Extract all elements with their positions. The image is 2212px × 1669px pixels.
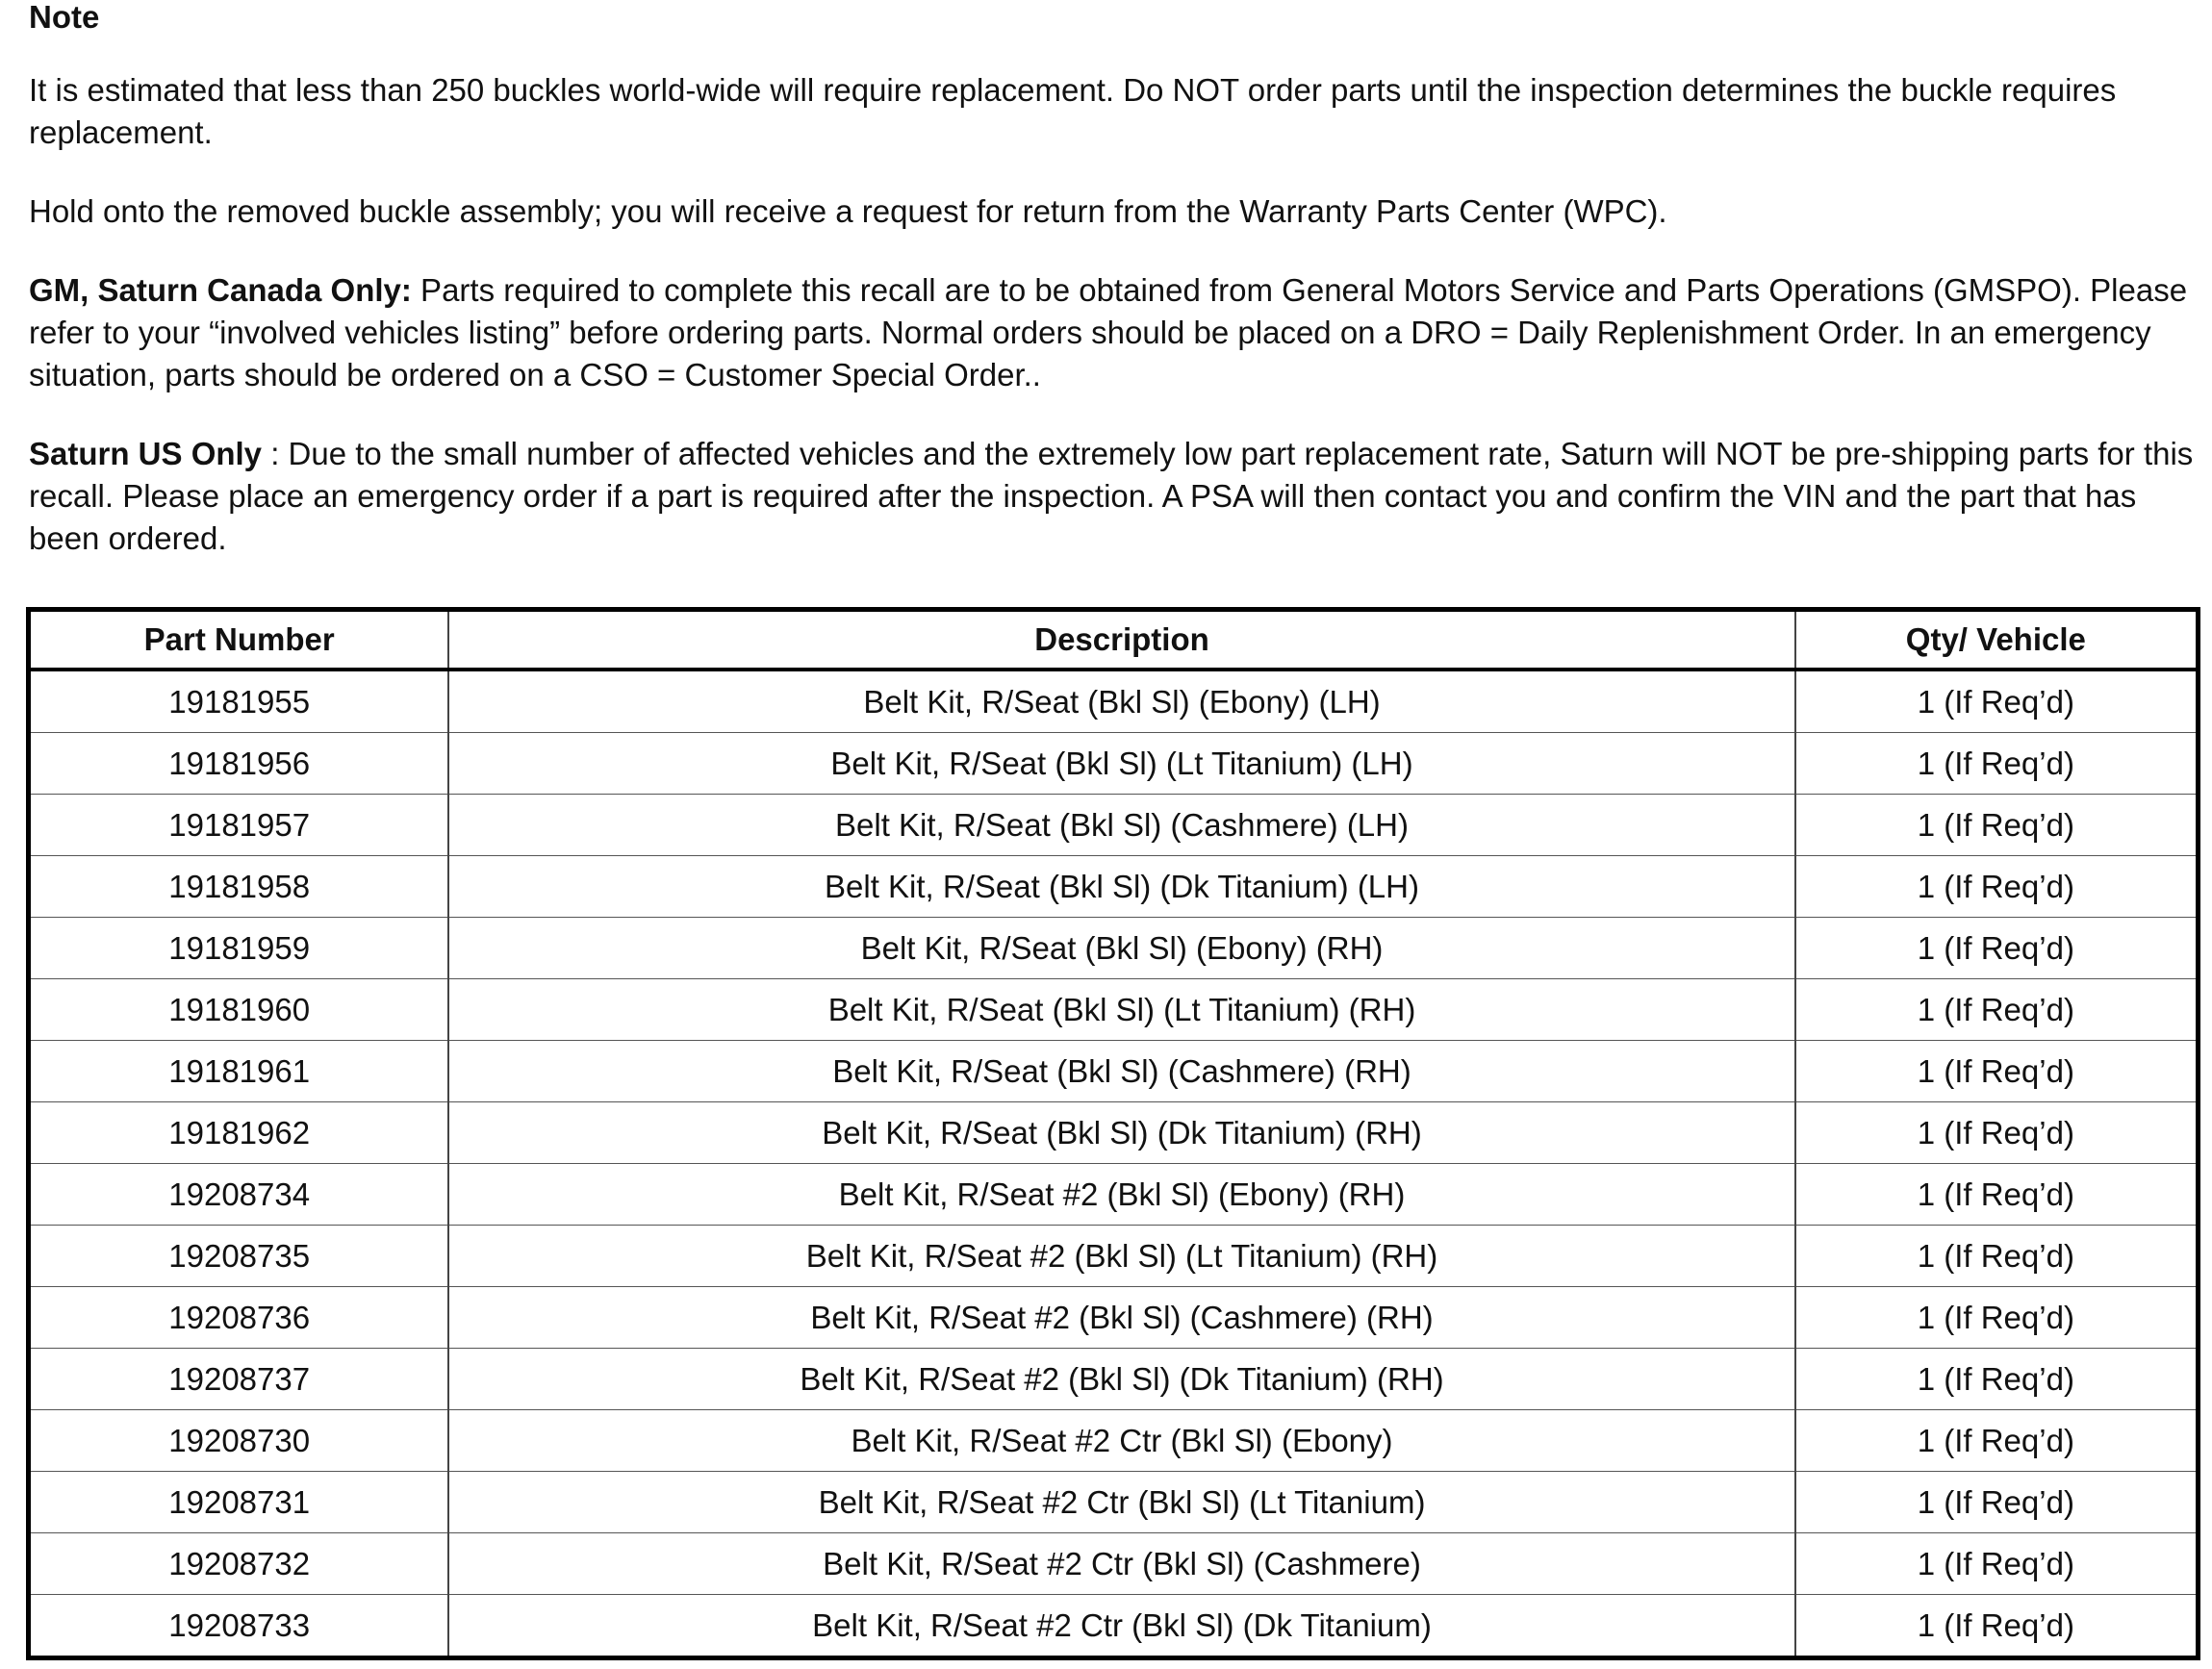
header-description: Description [448, 610, 1794, 670]
table-row [29, 856, 2199, 918]
table-row [29, 1287, 2199, 1349]
qty-cell: 1 (If Req’d) [1795, 795, 2199, 856]
qty-cell: 1 (If Req’d) [1795, 918, 2199, 979]
part-number-cell: 19181959 [29, 918, 449, 979]
part-number-cell: 19208734 [29, 1164, 449, 1226]
qty-cell: 1 (If Req’d) [1795, 1349, 2199, 1410]
description-cell: Belt Kit, R/Seat #2 Ctr (Bkl Sl) (Lt Titanium) [448, 1472, 1794, 1533]
qty-cell: 1 (If Req’d) [1795, 1595, 2199, 1658]
table-row [29, 979, 2199, 1041]
us-body: : Due to the small number of affected vehicles and the extremely low part replacement rate, Saturn will NOT be pre-shipping parts for this recall. Please place an emergency order if a part is required after the inspection. A PSA will then contact you and confirm the VIN and the part that has been ordered. [29, 436, 2194, 556]
description-cell: Belt Kit, R/Seat #2 (Bkl Sl) (Ebony) (RH) [448, 1164, 1794, 1226]
note-section [29, 0, 2203, 560]
part-number-cell: 19208733 [29, 1595, 449, 1658]
canada-lead: GM, Saturn Canada Only: [29, 272, 412, 308]
part-number-cell: 19181960 [29, 979, 449, 1041]
description-cell: Belt Kit, R/Seat #2 (Bkl Sl) (Cashmere) (RH) [448, 1287, 1794, 1349]
part-number-cell: 19208730 [29, 1410, 449, 1472]
description-cell: Belt Kit, R/Seat (Bkl Sl) (Dk Titanium) (LH) [448, 856, 1794, 918]
qty-cell: 1 (If Req’d) [1795, 1533, 2199, 1595]
parts-table-body [29, 670, 2199, 1658]
description-cell: Belt Kit, R/Seat (Bkl Sl) (Lt Titanium) (LH) [448, 733, 1794, 795]
header-part-number: Part Number [29, 610, 449, 670]
table-row [29, 1533, 2199, 1595]
description-cell: Belt Kit, R/Seat (Bkl Sl) (Ebony) (RH) [448, 918, 1794, 979]
canada-body: Parts required to complete this recall are to be obtained from General Motors Service and Parts Operations (GMSPO). Please refer to your “involved vehicles listing” before ordering parts. Normal orders should be placed on a DRO = Daily Replenishment Order. In an emergency situation, parts should be ordered on a CSO = Customer Special Order.. [29, 272, 2188, 392]
part-number-cell: 19181958 [29, 856, 449, 918]
part-number-cell: 19181957 [29, 795, 449, 856]
part-number-cell: 19208736 [29, 1287, 449, 1349]
qty-cell: 1 (If Req’d) [1795, 1472, 2199, 1533]
description-cell: Belt Kit, R/Seat (Bkl Sl) (Lt Titanium) (RH) [448, 979, 1794, 1041]
description-cell: Belt Kit, R/Seat #2 (Bkl Sl) (Dk Titanium) (RH) [448, 1349, 1794, 1410]
part-number-cell: 19181955 [29, 670, 449, 733]
table-row [29, 1472, 2199, 1533]
note-paragraph-estimate: It is estimated that less than 250 buckles world-wide will require replacement. Do NOT order parts until the inspection determines the buckle requires replacement. [29, 72, 2117, 150]
description-cell: Belt Kit, R/Seat (Bkl Sl) (Ebony) (LH) [448, 670, 1794, 733]
table-row [29, 733, 2199, 795]
part-number-cell: 19208732 [29, 1533, 449, 1595]
table-row [29, 1226, 2199, 1287]
description-cell: Belt Kit, R/Seat #2 Ctr (Bkl Sl) (Dk Titanium) [448, 1595, 1794, 1658]
description-cell: Belt Kit, R/Seat #2 (Bkl Sl) (Lt Titanium) (RH) [448, 1226, 1794, 1287]
part-number-cell: 19181956 [29, 733, 449, 795]
part-number-cell: 19208731 [29, 1472, 449, 1533]
qty-cell: 1 (If Req’d) [1795, 733, 2199, 795]
qty-cell: 1 (If Req’d) [1795, 1164, 2199, 1226]
part-number-cell: 19208737 [29, 1349, 449, 1410]
qty-cell: 1 (If Req’d) [1795, 1102, 2199, 1164]
qty-cell: 1 (If Req’d) [1795, 1041, 2199, 1102]
table-row [29, 1164, 2199, 1226]
part-number-cell: 19208735 [29, 1226, 449, 1287]
qty-cell: 1 (If Req’d) [1795, 979, 2199, 1041]
table-row [29, 1102, 2199, 1164]
parts-table [26, 607, 2200, 1660]
description-cell: Belt Kit, R/Seat #2 Ctr (Bkl Sl) (Ebony) [448, 1410, 1794, 1472]
qty-cell: 1 (If Req’d) [1795, 1410, 2199, 1472]
table-row [29, 1410, 2199, 1472]
qty-cell: 1 (If Req’d) [1795, 670, 2199, 733]
note-paragraph-us [29, 433, 2203, 560]
part-number-cell: 19181961 [29, 1041, 449, 1102]
table-row [29, 1349, 2199, 1410]
table-row [29, 795, 2199, 856]
description-cell: Belt Kit, R/Seat #2 Ctr (Bkl Sl) (Cashmere) [448, 1533, 1794, 1595]
header-qty-vehicle: Qty/ Vehicle [1795, 610, 2199, 670]
table-row [29, 1041, 2199, 1102]
note-paragraph-canada [29, 269, 2203, 396]
note-title: Note [29, 0, 100, 35]
qty-cell: 1 (If Req’d) [1795, 856, 2199, 918]
table-header-row [29, 610, 2199, 670]
us-lead: Saturn US Only [29, 436, 263, 471]
table-row [29, 670, 2199, 733]
description-cell: Belt Kit, R/Seat (Bkl Sl) (Cashmere) (LH) [448, 795, 1794, 856]
qty-cell: 1 (If Req’d) [1795, 1226, 2199, 1287]
description-cell: Belt Kit, R/Seat (Bkl Sl) (Dk Titanium) (RH) [448, 1102, 1794, 1164]
description-cell: Belt Kit, R/Seat (Bkl Sl) (Cashmere) (RH) [448, 1041, 1794, 1102]
table-row [29, 1595, 2199, 1658]
qty-cell: 1 (If Req’d) [1795, 1287, 2199, 1349]
part-number-cell: 19181962 [29, 1102, 449, 1164]
note-paragraph-return: Hold onto the removed buckle assembly; you will receive a request for return from the Warranty Parts Center (WPC). [29, 193, 1667, 229]
table-row [29, 918, 2199, 979]
